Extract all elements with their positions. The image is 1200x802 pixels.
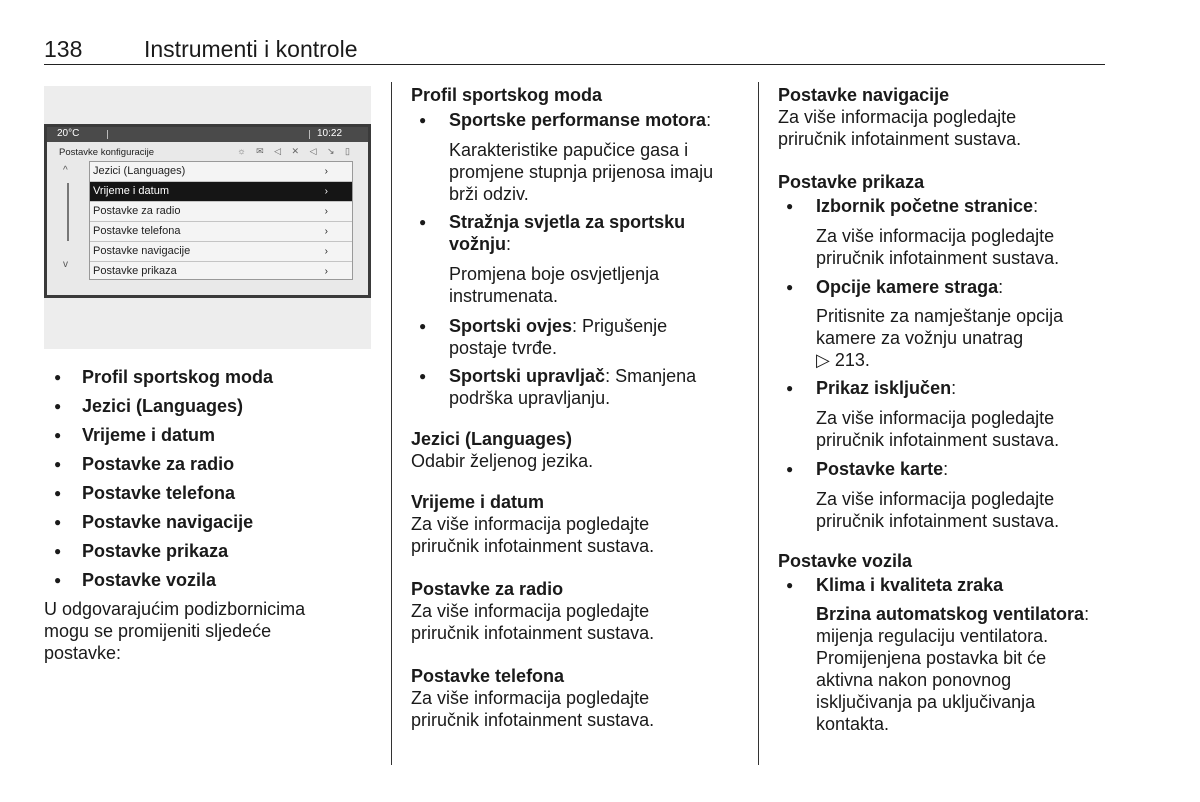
text-line: priručnik infotainment sustava. bbox=[778, 129, 1022, 149]
chevron-right-icon: › bbox=[324, 166, 328, 177]
term: ● Stražnja svjetla za sportsku bbox=[449, 212, 686, 232]
text-run: : bbox=[951, 378, 957, 398]
text-line: priručnik infotainment sustava. bbox=[411, 536, 655, 556]
scroll-down-icon: v bbox=[63, 259, 68, 270]
text-run: : bbox=[943, 459, 949, 479]
text-line: mijenja regulaciju ventilatora. bbox=[816, 626, 1049, 646]
menu-item-languages bbox=[90, 162, 352, 182]
term: Prikaz isključen bbox=[816, 378, 952, 398]
item-description bbox=[449, 263, 749, 307]
menu-item-label: Jezici (Languages) bbox=[93, 165, 186, 177]
section-heading: Profil sportskog moda bbox=[411, 85, 603, 105]
section-phone bbox=[411, 665, 751, 731]
section-heading: Postavke za radio bbox=[411, 579, 564, 599]
section-heading: Jezici (Languages) bbox=[411, 429, 573, 449]
text-line: instrumenata. bbox=[449, 286, 559, 306]
chevron-right-icon: › bbox=[324, 266, 328, 277]
text-run: : bbox=[998, 277, 1004, 297]
scroll-track bbox=[67, 183, 69, 241]
menu-item-radio bbox=[90, 202, 352, 222]
text-line: Za više informacija pogledajte bbox=[411, 514, 650, 534]
section-heading: Postavke vozila bbox=[778, 551, 913, 571]
menu-item-phone bbox=[90, 222, 352, 242]
text-line: priručnik infotainment sustava. bbox=[411, 710, 655, 730]
text-run: : bbox=[706, 110, 712, 130]
item-description bbox=[816, 603, 1106, 735]
term: Sportske performanse motora bbox=[449, 110, 707, 130]
page-number: 138 bbox=[44, 36, 83, 62]
list-item bbox=[778, 458, 1136, 480]
text-line: Promijenjena postavka bit će bbox=[816, 648, 1047, 668]
list-item: ● Postavke prikaza bbox=[44, 540, 374, 569]
menu-item-label: Postavke telefona bbox=[93, 225, 181, 237]
menu-item-time-date bbox=[90, 182, 352, 202]
screen-display bbox=[47, 127, 368, 295]
column-divider-2 bbox=[758, 82, 759, 765]
list-item bbox=[778, 377, 1136, 399]
text-line: Promjena boje osvjetljenja bbox=[449, 264, 660, 284]
scroll-up-icon: ^ bbox=[63, 165, 68, 176]
item-description bbox=[816, 407, 1106, 451]
section-heading: Postavke prikaza bbox=[778, 172, 925, 192]
text-line: kontakta. bbox=[816, 714, 890, 734]
text-run: : Smanjena bbox=[605, 366, 697, 386]
term: Sportski upravljač bbox=[449, 366, 606, 386]
term: Opcije kamere straga bbox=[816, 277, 999, 297]
text-line: podrška upravljanju. bbox=[449, 388, 611, 408]
text-line: promjene stupnja prijenosa imaju bbox=[449, 162, 714, 182]
term: Izbornik početne stranice bbox=[816, 196, 1034, 216]
section-heading: Postavke telefona bbox=[411, 666, 565, 686]
section-radio bbox=[411, 578, 751, 644]
menu-item-label: Postavke navigacije bbox=[93, 245, 191, 257]
item-description bbox=[816, 305, 1106, 371]
list-item: ● Profil sportskog moda bbox=[44, 366, 374, 395]
text-line: brži odziv. bbox=[449, 184, 529, 204]
section-languages bbox=[411, 428, 751, 472]
text-line: Za više informacija pogledajte bbox=[816, 226, 1055, 246]
text-line: kamere za vožnju unatrag bbox=[816, 328, 1024, 348]
text-line: Za više informacija pogledajte bbox=[816, 489, 1055, 509]
section-heading: Postavke navigacije bbox=[778, 85, 950, 105]
text-run: : bbox=[1033, 196, 1039, 216]
chevron-right-icon: › bbox=[324, 226, 328, 237]
settings-bullet-list bbox=[44, 366, 374, 598]
menu-item-label: Vrijeme i datum bbox=[93, 185, 170, 197]
text-run: : bbox=[506, 234, 512, 254]
status-divider bbox=[309, 130, 310, 139]
list-item bbox=[778, 276, 1136, 298]
menu-item-navigation bbox=[90, 242, 352, 262]
temperature-readout: 20°C bbox=[57, 128, 80, 139]
page-reference[interactable]: ▷ 213. bbox=[816, 350, 870, 370]
text-line: priručnik infotainment sustava. bbox=[816, 248, 1060, 268]
section-heading: Vrijeme i datum bbox=[411, 492, 545, 512]
status-divider bbox=[107, 130, 108, 139]
text-line: Odabir željenog jezika. bbox=[411, 451, 594, 471]
item-description bbox=[816, 488, 1106, 532]
item-description bbox=[449, 139, 749, 205]
menu-item-label: Postavke za radio bbox=[93, 205, 181, 217]
status-icons: ☼ ✉ ◁ ✕ ◁ ↘ ▯ bbox=[237, 146, 354, 156]
text-line: isključivanja pa uključivanja bbox=[816, 692, 1036, 712]
list-item: ● Jezici (Languages) bbox=[44, 395, 374, 424]
text-line: Za više informacija pogledajte bbox=[778, 107, 1017, 127]
term: Postavke karte bbox=[816, 459, 944, 479]
text-line: U odgovarajućim podizbornicima bbox=[44, 599, 306, 619]
list-item: ● Postavke navigacije bbox=[44, 511, 374, 540]
text-line: priručnik infotainment sustava. bbox=[816, 430, 1060, 450]
chevron-right-icon: › bbox=[324, 206, 328, 217]
text-line: priručnik infotainment sustava. bbox=[411, 623, 655, 643]
text-line: mogu se promijeniti sljedeće bbox=[44, 621, 272, 641]
text-run: : Prigušenje bbox=[572, 316, 668, 336]
list-item bbox=[778, 195, 1136, 217]
list-item: ● Klima i kvaliteta zraka bbox=[778, 574, 1136, 596]
text-line: aktivna nakon ponovnog bbox=[816, 670, 1012, 690]
term: Sportski ovjes bbox=[449, 316, 573, 336]
term: vožnju bbox=[449, 234, 506, 254]
list-item bbox=[411, 211, 789, 255]
list-item: ● Postavke vozila bbox=[44, 569, 374, 598]
list-item: ● Postavke za radio bbox=[44, 453, 374, 482]
settings-menu-list bbox=[89, 161, 353, 280]
text-line: Za više informacija pogledajte bbox=[411, 601, 650, 621]
menu-item-display bbox=[90, 262, 352, 281]
text-line: Za više informacija pogledajte bbox=[816, 408, 1055, 428]
column-divider-1 bbox=[391, 82, 392, 765]
term: Brzina automatskog ventilatora bbox=[816, 604, 1085, 624]
list-item bbox=[411, 109, 789, 131]
menu-item-label: Postavke prikaza bbox=[93, 265, 177, 277]
section-navigation bbox=[778, 84, 1098, 150]
text-run: : bbox=[1084, 604, 1090, 624]
list-item bbox=[411, 315, 789, 359]
clock-readout: 10:22 bbox=[317, 128, 343, 139]
infotainment-screen-figure bbox=[44, 124, 371, 298]
text-line: Pritisnite za namještanje opcija bbox=[816, 306, 1064, 326]
screen-status-bar bbox=[47, 127, 368, 142]
section-time-date bbox=[411, 491, 751, 557]
text-line: Za više informacija pogledajte bbox=[411, 688, 650, 708]
text-line: Karakteristike papučice gasa i bbox=[449, 140, 689, 160]
intro-paragraph bbox=[44, 598, 374, 664]
page-title: Instrumenti i kontrole bbox=[144, 36, 358, 62]
list-item: ● Postavke telefona bbox=[44, 482, 374, 511]
list-item bbox=[411, 365, 789, 409]
page-header bbox=[44, 34, 1105, 65]
chevron-right-icon: › bbox=[324, 186, 328, 197]
text-line: postaje tvrđe. bbox=[449, 338, 558, 358]
screen-heading: Postavke konfiguracije bbox=[59, 147, 155, 158]
chevron-right-icon: › bbox=[324, 246, 328, 257]
text-line: postavke: bbox=[44, 643, 122, 663]
item-description bbox=[816, 225, 1106, 269]
text-line: priručnik infotainment sustava. bbox=[816, 511, 1060, 531]
list-item: ● Vrijeme i datum bbox=[44, 424, 374, 453]
